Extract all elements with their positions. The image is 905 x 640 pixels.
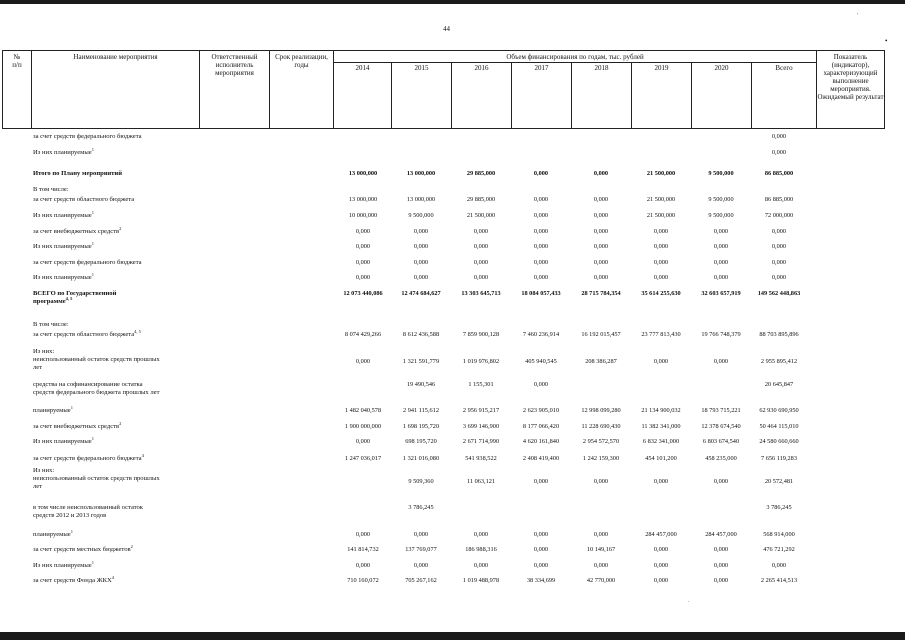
row-value: 8 612 436,588 [402, 331, 440, 338]
row-value: 3 699 146,900 [462, 423, 500, 430]
row-value: 7 859 900,128 [462, 331, 500, 338]
footnote-mark: 4 [141, 452, 144, 458]
row-value: 7 460 236,914 [522, 331, 560, 338]
row-value: 1 482 040,578 [344, 407, 382, 414]
row-value: 21 500,000 [466, 212, 496, 219]
row-value: 13 000,000 [406, 170, 436, 177]
row-value: 0,000 [413, 562, 429, 569]
row-value: 35 614 255,630 [641, 290, 681, 297]
row-value: 19 766 748,379 [701, 331, 741, 338]
row-value: 13 000,000 [406, 196, 436, 203]
row-label: Из них планируемые$^1$ [33, 209, 94, 219]
header-year-2017: 2017 [512, 63, 572, 129]
row-value: 7 656 119,283 [761, 455, 797, 462]
row-value: 24 580 660,660 [759, 438, 799, 445]
row-value: 0,000 [533, 478, 549, 485]
row-label: за счет средств федерального бюджета [33, 259, 142, 266]
row-value: 1 321 591,779 [402, 358, 440, 365]
row-label: В том числе: [33, 321, 69, 328]
row-value: 16 192 015,457 [581, 331, 621, 338]
row-value: 1 321 016,080 [402, 455, 440, 462]
row-value: 0,000 [593, 478, 609, 485]
header-indicator: Показатель (индикатор), характеризующий выполнение мероприятия. Ожидаемый результат [817, 51, 885, 129]
header-name: Наименование мероприятия [32, 51, 200, 129]
footnote-mark: 1 [70, 404, 73, 410]
row-value: 0,000 [473, 243, 489, 250]
row-value: 2 956 915,217 [462, 407, 500, 414]
row-value: 13 000,000 [348, 170, 378, 177]
row-value: 42 770,000 [586, 577, 616, 584]
header-year-2015: 2015 [392, 63, 452, 129]
row-value: 0,000 [355, 243, 371, 250]
row-value: 0,000 [771, 562, 787, 569]
row-label: за счет средств областного бюджета [33, 196, 135, 203]
row-value: 0,000 [653, 478, 669, 485]
row-value: 0,000 [413, 274, 429, 281]
row-label: В том числе: [33, 186, 69, 193]
row-value: 13 000,000 [348, 196, 378, 203]
row-label: за счет средств федерального бюджета$^4$ [33, 452, 144, 462]
row-value: 0,000 [653, 243, 669, 250]
row-value: 0,000 [713, 228, 729, 235]
row-value: 62 930 690,950 [759, 407, 799, 414]
scan-speck: ' [857, 13, 859, 19]
row-value: 0,000 [533, 228, 549, 235]
row-value: 0,000 [473, 562, 489, 569]
row-value: 0,000 [713, 562, 729, 569]
row-value: 137 769,077 [405, 546, 437, 553]
footnote-mark: 1 [91, 146, 94, 152]
row-value: 11 382 341,000 [641, 423, 681, 430]
row-value: 186 988,316 [465, 546, 497, 553]
row-value: 284 457,000 [705, 531, 737, 538]
row-value: 0,000 [355, 562, 371, 569]
row-value: 19 490,546 [406, 381, 436, 388]
row-value: 0,000 [593, 243, 609, 250]
row-value: 0,000 [533, 562, 549, 569]
header-year-2014: 2014 [334, 63, 392, 129]
row-value: 0,000 [713, 243, 729, 250]
row-value: 1 155,301 [468, 381, 494, 388]
row-value: 12 073 440,086 [343, 290, 383, 297]
row-value: 21 500,000 [646, 212, 676, 219]
footnote-mark: 1 [91, 435, 94, 441]
row-value: 12 474 684,627 [401, 290, 441, 297]
row-value: 454 101,200 [645, 455, 677, 462]
table-header [2, 50, 885, 129]
row-value: 0,000 [593, 562, 609, 569]
row-value: 0,000 [593, 170, 609, 177]
row-value: 9 500,000 [708, 170, 734, 177]
row-value: 0,000 [771, 259, 787, 266]
row-value: 541 938,522 [465, 455, 497, 462]
row-value: 72 000,000 [764, 212, 794, 219]
top-border [0, 0, 905, 4]
row-value: 476 721,292 [763, 546, 795, 553]
row-value: 284 457,000 [645, 531, 677, 538]
row-value: 698 195,720 [405, 438, 437, 445]
row-value: 11 063,121 [466, 478, 496, 485]
row-value: 1 019 488,978 [462, 577, 500, 584]
header-year-2020: 2020 [692, 63, 752, 129]
row-value: 29 885,000 [466, 196, 496, 203]
row-label: за счет внебюджетных средств$^2$ [33, 225, 122, 235]
header-no: № п/п [3, 51, 32, 129]
row-value: 0,000 [593, 274, 609, 281]
row-value: 20 645,847 [764, 381, 794, 388]
row-label: за счет средств Фонда ЖКХ$^4$ [33, 574, 115, 584]
row-value: 0,000 [413, 531, 429, 538]
row-value: 2 941 115,612 [403, 407, 439, 414]
row-label: за счет внебюджетных средств$^2$ [33, 420, 122, 430]
row-value: 4 620 161,840 [522, 438, 560, 445]
row-value: 0,000 [533, 381, 549, 388]
footnote-mark: 2 [130, 543, 133, 549]
header-responsible: Ответственный исполнитель мероприятия [200, 51, 270, 129]
row-value: 705 267,162 [405, 577, 437, 584]
scan-speck: . [688, 598, 690, 604]
row-label: за счет средств местных бюджетов$^2$ [33, 543, 133, 553]
row-value: 0,000 [355, 531, 371, 538]
row-value: 88 703 895,896 [759, 331, 799, 338]
row-value: 18 084 057,433 [521, 290, 561, 297]
row-value: 13 303 645,713 [461, 290, 501, 297]
row-value: 0,000 [473, 228, 489, 235]
row-value: 0,000 [413, 228, 429, 235]
row-label: Из них планируемые$^1$ [33, 435, 94, 445]
row-value: 0,000 [653, 259, 669, 266]
page-number: 44 [443, 25, 450, 33]
row-value: 9 500,000 [708, 212, 734, 219]
row-value: 1 242 159,300 [582, 455, 620, 462]
row-value: 0,000 [771, 274, 787, 281]
row-value: 0,000 [653, 562, 669, 569]
row-value: 0,000 [533, 212, 549, 219]
header-period: Срок реализации, годы [270, 51, 334, 129]
row-value: 0,000 [473, 531, 489, 538]
footnote-mark: 2 [119, 225, 122, 231]
corner-mark: • [885, 37, 888, 45]
row-value: 0,000 [355, 438, 371, 445]
row-value: 1 900 000,000 [344, 423, 382, 430]
row-value: 141 814,732 [347, 546, 379, 553]
bottom-border [0, 632, 905, 640]
row-value: 50 464 115,010 [759, 423, 799, 430]
row-value: 0,000 [533, 259, 549, 266]
row-value: 0,000 [771, 149, 787, 156]
row-value: 2 955 895,412 [760, 358, 798, 365]
row-label: за счет средств областного бюджета$^{4, 5}$ [33, 328, 141, 338]
row-label: Из них планируемые$^1$ [33, 271, 94, 281]
header-year-2018: 2018 [572, 63, 632, 129]
row-value: 0,000 [713, 358, 729, 365]
row-value: 0,000 [771, 243, 787, 250]
row-label: планируемые$^1$ [33, 404, 73, 414]
row-value: 0,000 [771, 228, 787, 235]
row-value: 0,000 [533, 274, 549, 281]
row-value: 6 803 674,540 [702, 438, 740, 445]
row-value: 0,000 [355, 228, 371, 235]
row-value: 2 408 419,400 [522, 455, 560, 462]
row-value: 28 715 784,354 [581, 290, 621, 297]
row-value: 208 386,287 [585, 358, 617, 365]
row-label: ВСЕГО по Государственной программе$^{4, 5}$ [33, 290, 117, 305]
row-value: 86 885,000 [764, 170, 794, 177]
row-value: 23 777 813,430 [641, 331, 681, 338]
row-value: 0,000 [713, 259, 729, 266]
footnote-mark: 4, 5 [134, 328, 141, 334]
row-value: 0,000 [533, 531, 549, 538]
footnote-mark: 4 [111, 574, 115, 580]
row-value: 0,000 [653, 577, 669, 584]
row-value: 0,000 [593, 531, 609, 538]
row-label: в том числе неиспользованный остаток средств 2012 и 2013 годов [33, 504, 144, 519]
row-value: 8 074 429,266 [344, 331, 382, 338]
row-value: 0,000 [473, 274, 489, 281]
row-value: 405 940,545 [525, 358, 557, 365]
row-value: 10 149,167 [586, 546, 616, 553]
row-value: 0,000 [653, 358, 669, 365]
row-value: 0,000 [355, 259, 371, 266]
row-value: 3 786,245 [766, 504, 792, 511]
row-value: 0,000 [713, 546, 729, 553]
row-value: 2 265 414,513 [760, 577, 798, 584]
row-label: средства на софинансирование остатка средств федерального бюджета прошлых лет [33, 381, 160, 396]
row-value: 458 235,000 [705, 455, 737, 462]
row-label: Из них: неиспользованный остаток средств прошлых лет [33, 467, 160, 490]
row-value: 1 247 036,017 [344, 455, 382, 462]
row-value: 1 019 976,802 [462, 358, 500, 365]
row-value: 12 998 099,280 [581, 407, 621, 414]
row-value: 0,000 [533, 170, 549, 177]
row-value: 0,000 [713, 274, 729, 281]
row-label: за счет средств федерального бюджета [33, 133, 142, 140]
row-label: Из них планируемые$^1$ [33, 146, 94, 156]
row-value: 9 500,000 [708, 196, 734, 203]
row-value: 20 572,481 [764, 478, 794, 485]
footnote-mark: 1 [91, 240, 94, 246]
row-value: 0,000 [533, 243, 549, 250]
row-value: 9 500,000 [408, 212, 434, 219]
row-value: 8 177 066,420 [522, 423, 560, 430]
row-value: 0,000 [413, 259, 429, 266]
header-total: Всего [752, 63, 817, 129]
footnote-mark: 1 [91, 209, 94, 215]
row-value: 0,000 [653, 546, 669, 553]
row-label: Из них планируемые$^1$ [33, 240, 94, 250]
row-value: 0,000 [355, 274, 371, 281]
row-value: 568 914,000 [763, 531, 795, 538]
row-value: 0,000 [593, 196, 609, 203]
row-value: 149 562 448,863 [757, 290, 801, 297]
row-value: 0,000 [533, 196, 549, 203]
row-value: 21 500,000 [646, 170, 676, 177]
header-year-2016: 2016 [452, 63, 512, 129]
row-value: 86 885,000 [764, 196, 794, 203]
row-value: 0,000 [593, 228, 609, 235]
row-label: планируемые$^1$ [33, 528, 73, 538]
row-value: 32 603 657,919 [701, 290, 741, 297]
footnote-mark: 1 [91, 559, 94, 565]
row-value: 0,000 [771, 133, 787, 140]
row-label: Итого по Плану мероприятий [33, 170, 123, 177]
row-value: 0,000 [653, 228, 669, 235]
row-value: 11 228 690,430 [581, 423, 621, 430]
row-value: 2 954 572,570 [582, 438, 620, 445]
row-value: 0,000 [355, 358, 371, 365]
row-value: 38 334,699 [526, 577, 556, 584]
row-value: 0,000 [653, 274, 669, 281]
row-value: 12 378 674,540 [701, 423, 741, 430]
row-value: 0,000 [473, 259, 489, 266]
row-value: 29 885,000 [466, 170, 496, 177]
row-value: 2 671 714,990 [462, 438, 500, 445]
row-value: 0,000 [713, 577, 729, 584]
footnote-mark: 1 [91, 271, 94, 277]
row-value: 710 160,072 [347, 577, 379, 584]
row-value: 10 000,000 [348, 212, 378, 219]
footnote-mark: 1 [70, 528, 73, 534]
row-value: 0,000 [593, 259, 609, 266]
row-value: 0,000 [413, 243, 429, 250]
header-year-2019: 2019 [632, 63, 692, 129]
row-value: 6 832 341,000 [642, 438, 680, 445]
header-funding: Объем финансирования по годам, тыс. рублей [334, 51, 817, 63]
footnote-mark: 4, 5 [65, 295, 73, 301]
row-value: 0,000 [533, 546, 549, 553]
row-value: 18 793 715,221 [701, 407, 741, 414]
row-label: Из них: неиспользованный остаток средств прошлых лет [33, 348, 160, 371]
row-value: 21 500,000 [646, 196, 676, 203]
row-value: 9 509,360 [408, 478, 434, 485]
row-value: 21 134 900,032 [641, 407, 681, 414]
row-value: 1 698 195,720 [402, 423, 440, 430]
row-value: 3 786,245 [408, 504, 434, 511]
footnote-mark: 2 [119, 420, 122, 426]
row-value: 2 623 905,010 [522, 407, 560, 414]
row-value: 0,000 [593, 212, 609, 219]
row-value: 0,000 [713, 478, 729, 485]
row-label: Из них планируемые$^1$ [33, 559, 94, 569]
